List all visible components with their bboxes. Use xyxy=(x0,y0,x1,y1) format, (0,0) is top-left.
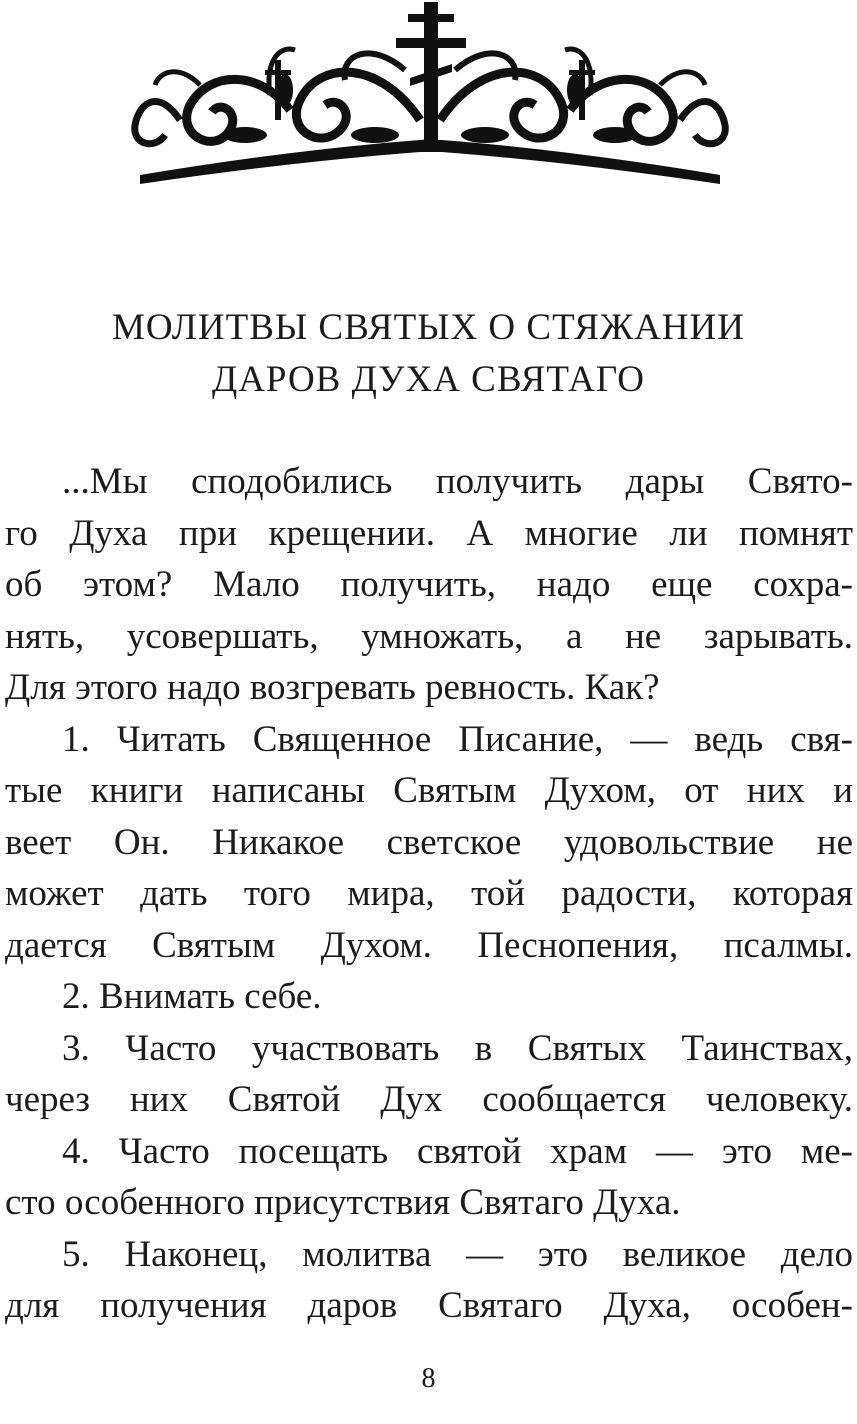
text-line: для получения даров Святаго Духа, особен- xyxy=(5,1285,853,1326)
text-line: го Духа при крещении. А многие ли помнят xyxy=(5,512,853,554)
text-line: тые книги написаны Святым Духом, от них и xyxy=(5,770,853,811)
text-line: 5. Наконец, молитва — это великое дело xyxy=(62,1233,853,1275)
text-line: 2. Внимать себе. xyxy=(62,976,322,1017)
text-line: веет Он. Никакое светское удовольствие не xyxy=(5,821,853,863)
orthodox-cross-floral-ornament-icon xyxy=(120,0,740,195)
text-line: дается Святым Духом. Песнопения, псалмы. xyxy=(5,924,853,966)
text-line: ...Мы сподобились получить дары Свято- xyxy=(62,461,853,502)
text-line: об этом? Мало получить, надо еще сохра- xyxy=(5,564,853,605)
title-line-1: МОЛИТВЫ СВЯТЫХ О СТЯЖАНИИ xyxy=(112,307,745,348)
body-text xyxy=(5,456,853,1332)
text-line: 4. Часто посещать святой храм — это ме- xyxy=(62,1130,853,1172)
title-line-2: ДАРОВ ДУХА СВЯТАГО xyxy=(211,359,646,400)
text-line: 1. Читать Священное Писание, — ведь свя- xyxy=(62,718,853,760)
text-line: нять, усовершать, умножать, а не зарывать. xyxy=(5,615,853,657)
text-line: 3. Часто участвовать в Святых Таинствах, xyxy=(62,1027,853,1069)
text-line: Для этого надо возгревать ревность. Как? xyxy=(5,667,660,708)
page-title xyxy=(0,302,857,406)
text-line: через них Святой Дух сообщается человеку. xyxy=(5,1079,853,1120)
page-number: 8 xyxy=(421,1363,436,1394)
text-line: может дать того мира, той радости, которая xyxy=(5,873,853,914)
text-line: сто особенного присутствия Святаго Духа. xyxy=(5,1182,681,1223)
